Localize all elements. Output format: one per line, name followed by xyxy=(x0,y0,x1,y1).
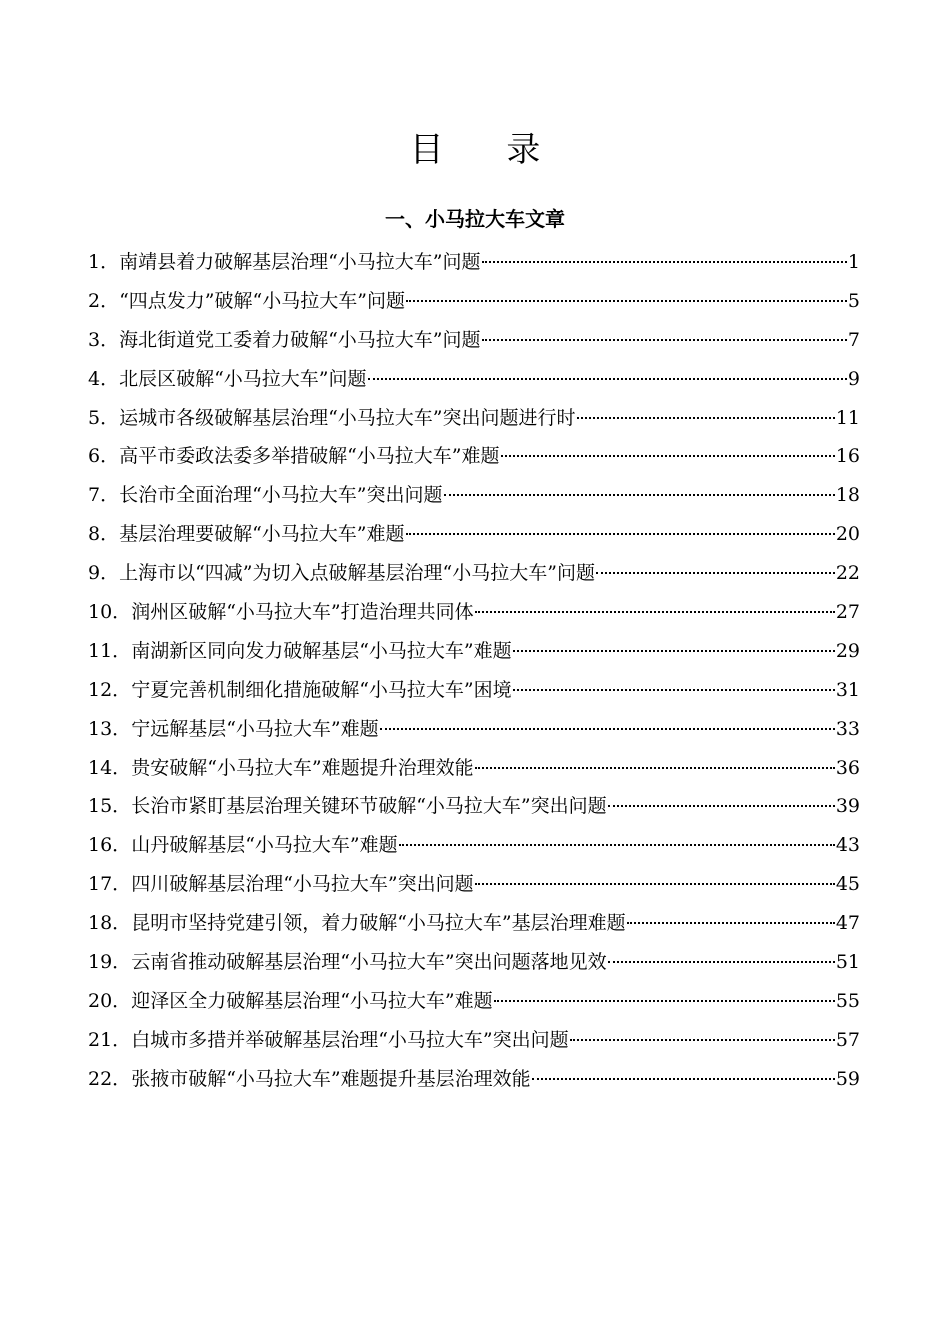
toc-entry-number: 2． xyxy=(88,289,120,312)
toc-entry[interactable] xyxy=(88,243,860,282)
toc-entry[interactable] xyxy=(88,671,860,710)
toc-entry-title: 宁夏完善机制细化措施破解“小马拉大车”困境 xyxy=(131,678,512,701)
toc-entry[interactable] xyxy=(88,943,860,982)
toc-entry[interactable] xyxy=(88,360,860,399)
toc-entry[interactable] xyxy=(88,632,860,671)
toc-dot-leader xyxy=(532,1077,835,1080)
toc-entry-number: 10． xyxy=(88,601,132,624)
toc-entry-page-number: 7 xyxy=(847,328,860,351)
toc-entry[interactable] xyxy=(88,476,860,515)
toc-entry[interactable] xyxy=(88,1021,860,1060)
page-title: 目 录 xyxy=(409,130,567,170)
toc-entry-page-number: 57 xyxy=(835,1028,860,1051)
toc-dot-leader xyxy=(494,999,835,1002)
toc-entry-page-number: 43 xyxy=(835,834,860,857)
toc-dot-leader xyxy=(608,960,835,963)
toc-entry-number: 7． xyxy=(88,484,120,507)
toc-dot-leader xyxy=(482,338,847,341)
toc-dot-leader xyxy=(475,882,835,885)
toc-dot-leader xyxy=(570,1038,835,1041)
toc-entry-title: 宁远解基层“小马拉大车”难题 xyxy=(131,717,379,740)
toc-entry-title: 北辰区破解“小马拉大车”问题 xyxy=(119,367,367,390)
toc-dot-leader xyxy=(380,727,835,730)
toc-entry-page-number: 51 xyxy=(835,951,860,974)
toc-dot-leader xyxy=(406,532,835,535)
toc-entry-title: 上海市以“四减”为切入点破解基层治理“小马拉大车”问题 xyxy=(119,562,595,585)
toc-entry-page-number: 36 xyxy=(835,756,860,779)
toc-entry-page-number: 9 xyxy=(847,367,860,390)
toc-entry[interactable] xyxy=(88,749,860,788)
toc-entry-title: 迎泽区全力破解基层治理“小马拉大车”难题 xyxy=(131,989,493,1012)
toc-entry-title: 贵安破解“小马拉大车”难题提升治理效能 xyxy=(131,756,474,779)
toc-entry-page-number: 1 xyxy=(847,251,860,273)
toc-entry-number: 14． xyxy=(88,756,132,779)
toc-entry-number: 16． xyxy=(88,834,132,857)
toc-entry-page-number: 33 xyxy=(835,717,860,740)
toc-entry-number: 8． xyxy=(88,523,120,546)
toc-entry-title: 海北街道党工委着力破解“小马拉大车”问题 xyxy=(119,328,481,351)
toc-list xyxy=(88,243,860,1099)
toc-entry[interactable] xyxy=(88,904,860,943)
toc-entry-number: 17． xyxy=(88,873,132,896)
toc-entry-page-number: 47 xyxy=(835,912,860,935)
toc-entry-title: 白城市多措并举破解基层治理“小马拉大车”突出问题 xyxy=(131,1028,569,1051)
toc-entry-page-number: 39 xyxy=(835,795,860,818)
toc-entry-page-number: 16 xyxy=(835,445,860,468)
toc-dot-leader xyxy=(475,766,835,769)
toc-entry-number: 20． xyxy=(88,989,132,1012)
toc-entry-title: 张掖市破解“小马拉大车”难题提升基层治理效能 xyxy=(131,1067,531,1090)
toc-entry-page-number: 20 xyxy=(835,523,860,546)
toc-entry-title: 润州区破解“小马拉大车”打造治理共同体 xyxy=(131,601,474,624)
toc-entry-page-number: 59 xyxy=(835,1067,860,1090)
toc-entry-number: 12． xyxy=(88,678,132,701)
toc-entry-number: 22． xyxy=(88,1067,132,1090)
toc-entry[interactable] xyxy=(88,282,860,321)
toc-entry[interactable] xyxy=(88,399,860,438)
toc-entry-title: 昆明市坚持党建引领，着力破解“小马拉大车”基层治理难题 xyxy=(131,912,626,935)
toc-entry[interactable] xyxy=(88,982,860,1021)
toc-entry-page-number: 22 xyxy=(835,562,860,585)
toc-entry-page-number: 5 xyxy=(847,289,860,312)
toc-dot-leader xyxy=(482,260,847,263)
toc-entry[interactable] xyxy=(88,1060,860,1099)
toc-entry[interactable] xyxy=(88,593,860,632)
toc-entry-title: 山丹破解基层“小马拉大车”难题 xyxy=(131,834,398,857)
toc-entry[interactable] xyxy=(88,865,860,904)
toc-entry-number: 15． xyxy=(88,795,132,818)
toc-entry-page-number: 27 xyxy=(835,601,860,624)
toc-entry[interactable] xyxy=(88,437,860,476)
toc-dot-leader xyxy=(399,843,835,846)
toc-entry-number: 11． xyxy=(88,639,132,662)
toc-entry-title: 运城市各级破解基层治理“小马拉大车”突出问题进行时 xyxy=(119,406,576,429)
toc-dot-leader xyxy=(577,416,835,419)
toc-entry-page-number: 11 xyxy=(835,406,860,429)
toc-entry-number: 21． xyxy=(88,1028,132,1051)
toc-dot-leader xyxy=(444,493,835,496)
toc-entry[interactable] xyxy=(88,321,860,360)
toc-entry-number: 18． xyxy=(88,912,132,935)
toc-entry-number: 13． xyxy=(88,717,132,740)
toc-entry-number: 5． xyxy=(88,406,120,429)
toc-dot-leader xyxy=(608,804,835,807)
toc-entry[interactable] xyxy=(88,826,860,865)
toc-entry-page-number: 18 xyxy=(835,484,860,507)
toc-entry-title: 南靖县着力破解基层治理“小马拉大车”问题 xyxy=(119,251,481,273)
toc-entry-number: 19． xyxy=(88,951,132,974)
toc-entry-page-number: 29 xyxy=(835,639,860,662)
section-heading: 一、小马拉大车文章 xyxy=(385,207,565,231)
toc-dot-leader xyxy=(513,649,835,652)
toc-entry-title: “四点发力”破解“小马拉大车”问题 xyxy=(119,289,405,312)
toc-entry-number: 6． xyxy=(88,445,120,468)
toc-entry[interactable] xyxy=(88,710,860,749)
toc-entry-title: 四川破解基层治理“小马拉大车”突出问题 xyxy=(131,873,474,896)
toc-entry-page-number: 31 xyxy=(835,678,860,701)
toc-entry-title: 长治市紧盯基层治理关键环节破解“小马拉大车”突出问题 xyxy=(131,795,607,818)
toc-entry-number: 1． xyxy=(88,251,120,273)
toc-entry-title: 长治市全面治理“小马拉大车”突出问题 xyxy=(119,484,443,507)
toc-dot-leader xyxy=(475,610,835,613)
toc-entry-number: 9． xyxy=(88,562,120,585)
toc-entry-page-number: 45 xyxy=(835,873,860,896)
toc-entry-number: 4． xyxy=(88,367,120,390)
toc-dot-leader xyxy=(513,688,835,691)
toc-entry-page-number: 55 xyxy=(835,989,860,1012)
toc-entry[interactable] xyxy=(88,787,860,826)
toc-dot-leader xyxy=(627,921,835,924)
toc-dot-leader xyxy=(501,454,835,457)
toc-dot-leader xyxy=(596,571,835,574)
toc-entry-title: 南湖新区同向发力破解基层“小马拉大车”难题 xyxy=(131,639,512,662)
toc-entry[interactable] xyxy=(88,515,860,554)
toc-entry-title: 高平市委政法委多举措破解“小马拉大车”难题 xyxy=(119,445,500,468)
toc-dot-leader xyxy=(368,377,847,380)
toc-entry-title: 基层治理要破解“小马拉大车”难题 xyxy=(119,523,405,546)
toc-entry[interactable] xyxy=(88,554,860,593)
toc-entry-title: 云南省推动破解基层治理“小马拉大车”突出问题落地见效 xyxy=(131,951,607,974)
toc-dot-leader xyxy=(406,299,847,302)
toc-entry-number: 3． xyxy=(88,328,120,351)
